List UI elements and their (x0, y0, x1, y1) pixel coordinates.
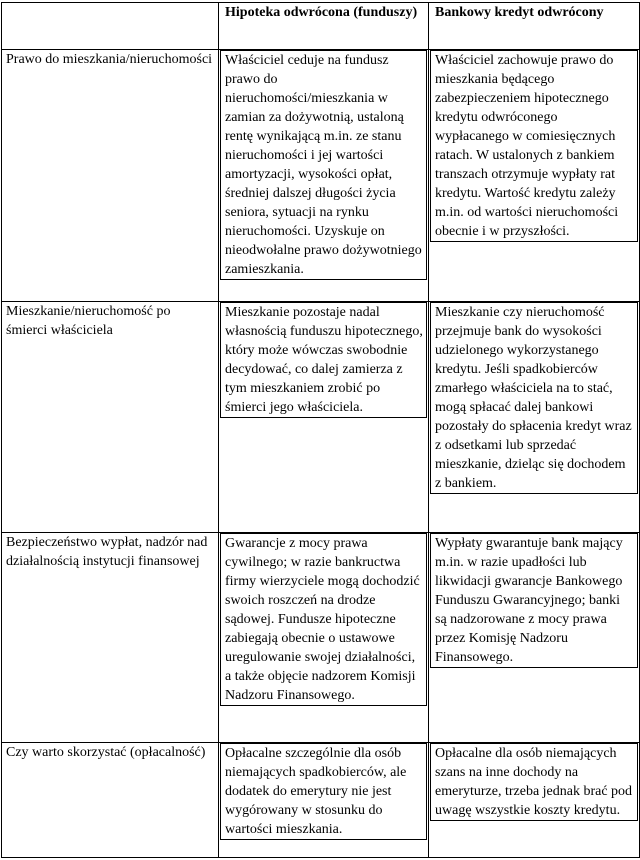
row-label: Prawo do mieszkania/nieruchomości (6, 52, 213, 67)
table-row (2, 533, 640, 743)
row-label-cell (2, 50, 219, 302)
fund-cell (219, 743, 429, 858)
fund-text: Właściciel ceduje na fundusz prawo do nieruchomości/mieszkania w zamian za dożywotnią, ustaloną rentę wynikającą m.in. ze stanu nieruchomości i jej wartości amortyzacji, wysokości opłat, średniej dalszej długości życia seniora, sytuacji na rynku nieruchomości. Uzyskuje on nieodwołalne prawo dożywotniego zamieszkania. (225, 53, 422, 277)
header-empty-cell (2, 3, 219, 50)
fund-cell (219, 533, 429, 743)
table-header-row (2, 3, 640, 50)
fund-text-box (220, 50, 427, 280)
bank-text-box (430, 302, 638, 494)
row-label-cell (2, 302, 219, 533)
bank-text: Wypłaty gwarantuje bank mający m.in. w razie upadłości lub likwidacji gwarancje Bankowego Funduszu Gwarancyjnego; banki są nadzorowane z mocy prawa przez Komisję Nadzoru Finansowego. (435, 536, 623, 665)
comparison-table (1, 2, 640, 858)
row-label: Bezpieczeństwo wypłat, nadzór nad działalnością instytucji finansowej (6, 535, 208, 569)
bank-text-box (430, 743, 638, 821)
bank-cell (429, 50, 640, 302)
table-row (2, 50, 640, 302)
row-label-cell (2, 533, 219, 743)
bank-cell (429, 302, 640, 533)
bank-text-box (430, 50, 638, 242)
fund-cell (219, 302, 429, 533)
header-reverse-mortgage-fund: Hipoteka odwrócona (funduszy) (219, 3, 429, 50)
fund-cell (219, 50, 429, 302)
fund-text-box (220, 533, 427, 706)
bank-text: Opłacalne dla osób niemających szans na inne dochody na emeryturze, trzeba jednak brać pod uwagę wszystkie koszty kredytu. (435, 746, 633, 818)
row-label: Czy warto skorzystać (opłacalność) (6, 745, 206, 760)
fund-text: Mieszkanie pozostaje nadal własnością funduszu hipotecznego, który może wówczas swobodnie decydować, co dalej zamierza z tym mieszkaniem zrobić po śmierci jego właściciela. (225, 305, 423, 415)
table-row (2, 302, 640, 533)
bank-cell (429, 743, 640, 858)
bank-text: Właściciel zachowuje prawo do mieszkania będącego zabezpieczeniem hipotecznego kredytu odwróconego wypłacanego w comiesięcznych ratach. W ustalonych z bankiem transzach otrzymuje wypłaty rat kredytu. Wartość kredytu zależy m.in. od wartości nieruchomości obecnie i w przyszłości. (435, 53, 619, 239)
fund-text-box (220, 743, 427, 840)
fund-text: Gwarancje z mocy prawa cywilnego; w razie bankructwa firmy wierzyciele mogą dochodzić swoich roszczeń na drodze sądowej. Fundusze hipoteczne zabiegają obecnie o ustawowe uregulowanie swojej działalności, a także objęcie nadzorem Komisji Nadzoru Finansowego. (225, 536, 420, 703)
bank-cell (429, 533, 640, 743)
header-bank-reverse-credit: Bankowy kredyt odwrócony (429, 3, 640, 50)
bank-text-box (430, 533, 638, 668)
fund-text-box (220, 302, 427, 418)
bank-text: Mieszkanie czy nieruchomość przejmuje bank do wysokości udzielonego wykorzystanego kredytu. Jeśli spadkobierców zmarłego właściciela na to stać, mogą spłacać dalej bankowi pozostały do spłacenia kredyt wraz z odsetkami lub sprzedać mieszkanie, dzieląc się dochodem z bankiem. (435, 305, 632, 491)
fund-text: Opłacalne szczególnie dla osób niemających spadkobierców, ale dodatek do emerytury nie jest wygórowany w stosunku do wartości mieszkania. (225, 746, 407, 837)
row-label-cell (2, 743, 219, 858)
table-row (2, 743, 640, 858)
row-label: Mieszkanie/nieruchomość po śmierci właściciela (6, 304, 171, 338)
